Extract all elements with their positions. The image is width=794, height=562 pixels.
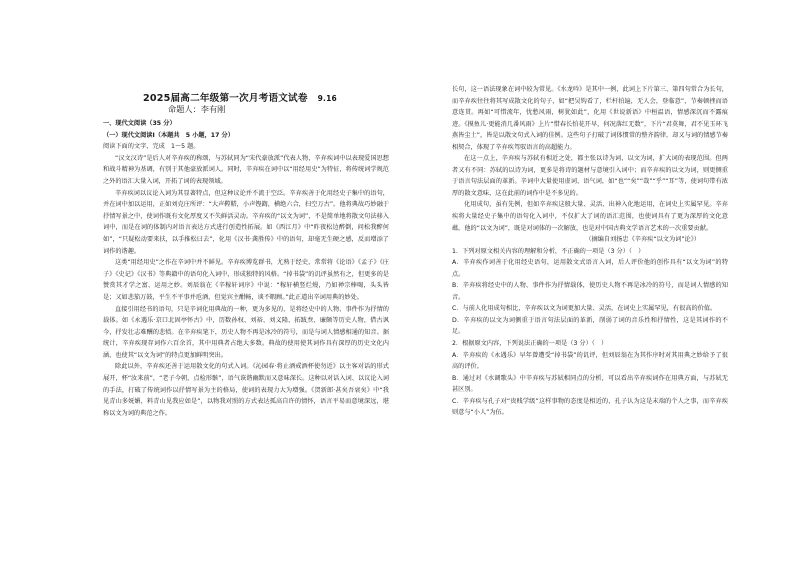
question-1-option-a: A．辛弃疾作词善于化用经史语句，运用散文式语言入词，后人评价他的创作具有“以文为词”的特点。 bbox=[452, 259, 728, 278]
exam-date: 9.16 bbox=[317, 94, 337, 103]
passage-paragraph: 辛弃疾词以议论入词为其显著特点，但这种议论并不流于空泛。辛弃疾善于化用经史子集中的语句，并在词中加以运用，正如刘克庄所评：“大声鞺鞳，小声铿鍧，横绝六合，扫空万古”。他将典故巧妙融于抒情写景之中，使词作既有文化厚度又不失鲜活灵动。辛弃疾的“以文为词”，不是简单地将散文句法移入词中，而是在词的体制内对语言表达方式进行创造性拓展。如《西江月》中“昨夜松边醉倒，问松我醉何如”，“只疑松动要来扶，以手推松曰去”，化用《汉书·龚胜传》中的语句，却毫无生硬之感，反而增添了词作的谐趣。 bbox=[103, 189, 389, 255]
left-column bbox=[103, 118, 389, 419]
subsection-heading: （一）现代文阅读Ⅰ（本题共 5 小题，17 分） bbox=[103, 131, 234, 139]
exam-author: 命题人：李有刚 bbox=[168, 104, 226, 114]
reading-instruction: 阅读下面的文字，完成 1～5 题。 bbox=[103, 143, 200, 151]
passage-paragraph: 除此以外，辛弃疾还善于运用散文化的句式入词。《沁园春·将止酒戒酒杯使勿近》以主客对话的形式展开，杯“汝来前”，“老子今朝，点检形骸”，语气诙谐幽默而又意味深长。这种以对话入词、以议论入词的手法，打破了传统词作以抒情写景为主的格局，使词的表现力大为增强。《贺新郎·甚矣吾衰矣》中“我见青山多妩媚，料青山见我应如是”，以物我对照的方式表达孤高自许的情怀，语言平易而意境深远，堪称以文为词的典范之作。 bbox=[103, 363, 389, 417]
exam-title bbox=[143, 90, 383, 104]
question-2-option-a: A．辛弃疾的《永遇乐》早年曾遭受“掉书袋”的讥评，但刘辰翁在为其作序时对其用典之妙给予了很高的评价。 bbox=[452, 351, 728, 371]
question-2: 2．根据原文内容，下列说法正确的一项是（3 分）（ ） bbox=[452, 340, 608, 348]
passage-paragraph: 在这一点上，辛弃疾与苏轼有相近之处，都主张以诗为词、以文为词，扩大词的表现范围。但两者又有不同：苏轼的以诗为词，更多是将诗的题材与意境引入词中；而辛弃疾的以文为词，则更侧重于语言句法层面的革新。辛词中大量使用虚词、语气词，如“也”“矣”“哉”“乎”“耳”等，使词句带有浓厚的散文意味，这在此前的词作中是不多见的。 bbox=[452, 155, 728, 197]
question-1: 1．下列对原文相关内容的理解和分析，不正确的一项是（3 分）（ ） bbox=[452, 247, 645, 255]
question-1-option-d: D．辛弃疾的以文为词侧重于语言句法层面的革新，削弱了词的音乐性和抒情性，这是其词作的不足。 bbox=[452, 316, 728, 336]
section-heading: 一、现代文阅读（35 分） bbox=[103, 120, 176, 127]
passage-paragraph: 化用成句，虽有先例，但如辛弃疾这般大量、灵活、出神入化地运用，在词史上实属罕见。辛弃疾将大量经史子集中的语句化入词中，不仅扩大了词的语汇范围，也使词具有了更为深厚的文化意蕴。他的“以文为词”，既是对词体的一次解放，也是对中国古典文学语言艺术的一次重要贡献。 bbox=[452, 201, 728, 232]
question-1-option-c: C．与前人化用成句相比，辛弃疾以文为词更加大量、灵活，在词史上实属罕见，有很高的价值。 bbox=[452, 305, 717, 313]
passage-paragraph: 长句，这一语法现象在词中较为常见。《水龙吟》是其中一例，此词上下片第三、第四句常合为长句，而辛弃疾往往将其写成散文化的句子，如“把吴钩看了，栏杆拍遍，无人会，登临意”，节奏顿挫而语意连贯。再如“可惜流年，忧愁风雨，树犹如此”，化用《世说新语》中桓温语，情感深沉而不露痕迹。《摸鱼儿·更能消几番风雨》上片“惜春长怕花开早，何况落红无数”，下片“君莫舞，君不见玉环飞燕皆尘土”，皆是以散文句式入词的佳例。这些句子打破了词体惯常的整齐韵律，却又与词的情感节奏相契合，体现了辛弃疾驾驭语言的高超能力。 bbox=[452, 86, 728, 151]
passage-paragraph: 这类“用经用史”之作在辛词中并不鲜见。辛弃疾博览群书，尤熟于经史，常常将《论语》《孟子》《庄子》《史记》《汉书》等典籍中的语句化入词中，形成独特的风格。“掉书袋”的讥评虽然有之，但更多的是赞赏其才学之富、运用之妙。刘辰翁在《辛稼轩词序》中说：“稼轩横竖烂熳，乃如禅宗棒喝，头头皆是；又如悲笳万鼓，平生不平事并卮酒，但觉宾主酣畅，谈不暇顾。”此正道出辛词用典的妙处。 bbox=[103, 259, 389, 301]
right-column bbox=[452, 84, 728, 419]
passage-paragraph: “汉文汉诗”是后人对辛弃疾的称颂，与苏轼同为“宋代豪放派”代表人物，辛弃疾词中以表现爱国思想和战斗精神为基调，有别于其他豪放派词人。同时，辛弃疾在词中以“用经用史”为特征，将传统词学规范之外的语汇大量入词，开拓了词的表现领域。 bbox=[103, 154, 389, 185]
question-2-option-c: C．辛弃疾与孔子对“贵贱学级”这样事物的态度是相近的，孔子认为这是末端的个人之事，而辛弃疾则意与“小人”为伍。 bbox=[452, 397, 728, 417]
exam-title-text: 2025届高二年级第一次月考语文试卷 bbox=[143, 93, 308, 104]
passage-source: （摘编自刘扬忠《辛弃疾“以文为词”论》） bbox=[585, 236, 700, 244]
passage-paragraph: 直接引用经书的语句，只是辛词化用典故的一种，更为多见的，是将经史中的人物、事件作为抒情的载体。如《永遇乐·京口北固亭怀古》中，历数孙权、刘裕、刘义隆、拓跋焘、廉颇等历史人物，借古讽今，抒发壮志难酬的悲愤。在辛弃疾笔下，历史人物不再是冰冷的符号，而是与词人情感相通的知音。据统计，辛弃疾现存词作六百余首，其中用典者占绝大多数。典故的使用使其词作具有深厚的历史文化内涵，也使其“以文为词”的特点更加鲜明突出。 bbox=[103, 305, 389, 359]
question-1-option-b: B．辛弃疾将经史中的人物、事件作为抒情载体，使历史人物不再是冰冷的符号，而是词人情感的知音。 bbox=[452, 282, 728, 301]
question-2-option-b: B．通过对《水调歌头》中辛弃疾与苏轼相同点的分析，可以看出辛弃疾词作在用典方面，与苏轼无甚区别。 bbox=[452, 374, 728, 394]
